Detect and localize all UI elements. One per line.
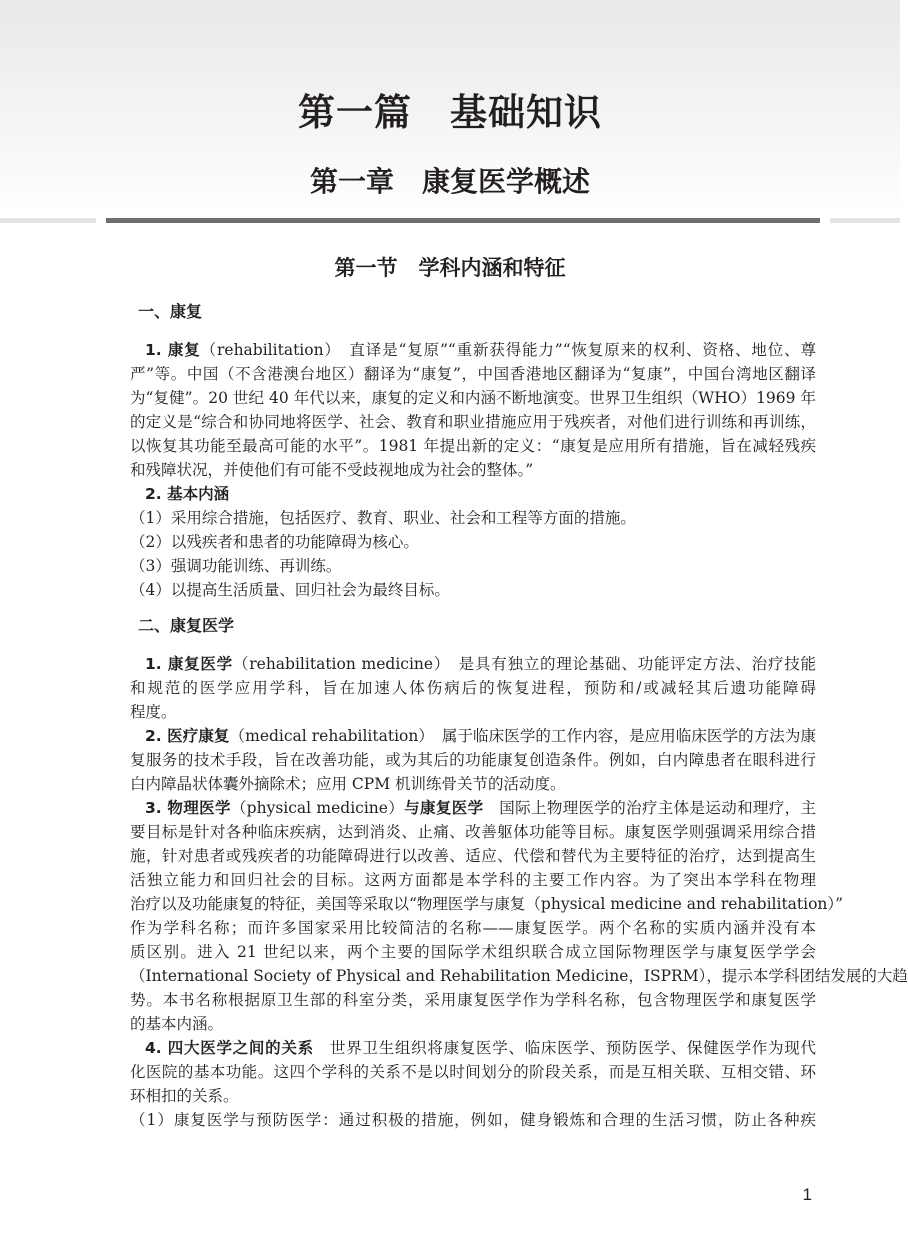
text-line: 以恢复其功能至最高可能的水平”。1981 年提出新的定义：“康复是应用所有措施，旨在减轻残疾: [130, 437, 816, 455]
text-line: [130, 338, 816, 362]
text-line: 活独立能力和回归社会的目标。这两方面都是本学科的主要工作内容。为了突出本学科在物理: [130, 871, 816, 889]
text-line: [130, 796, 816, 820]
part-title: 第一篇 基础知识: [298, 90, 602, 134]
text-line: 势。本书名称根据原卫生部的科室分类，采用康复医学作为学科名称，包含物理医学和康复医学: [130, 991, 816, 1009]
chapter-divider: [106, 218, 820, 223]
text-line: [130, 482, 816, 506]
text-line: [130, 652, 816, 676]
line-text: 国际上物理医学的治疗主体是运动和理疗，主: [483, 799, 816, 817]
subsection-heading: 一、康复: [138, 302, 203, 321]
text-line: 质区别。进入 21 世纪以来，两个主要的国际学术组织联合成立国际物理医学与康复医学学会: [130, 943, 816, 961]
text-line: 复服务的技术手段，旨在改善功能，或为其后的功能康复创造条件。例如，白内障患者在眼科进行: [130, 751, 816, 769]
paragraph-lead: 1. 康复医学: [145, 655, 233, 673]
text-line: [130, 724, 816, 748]
list-item: [130, 530, 816, 554]
section-title: 第一节 学科内涵和特征: [334, 255, 566, 280]
line-text: （rehabilitation） 直译是“复原”“重新获得能力”“恢复原来的权利、资格、地位、尊: [200, 341, 816, 359]
paragraph-lead: 3. 物理医学: [145, 799, 231, 817]
text-line: 化医院的基本功能。这四个学科的关系不是以时间划分的阶段关系，而是互相关联、互相交错、环: [130, 1063, 816, 1081]
line-text: 世界卫生组织将康复医学、临床医学、预防医学、保健医学作为现代: [313, 1039, 816, 1057]
paragraph: [130, 1036, 816, 1108]
chapter-title: 第一章 康复医学概述: [309, 165, 590, 198]
text-line: 要目标是针对各种临床疾病，达到消炎、止痛、改善躯体功能等目标。康复医学则强调采用综合措: [130, 823, 816, 841]
text-line: 施，针对患者或残疾者的功能障碍进行以改善、适应、代偿和替代为主要特征的治疗，达到提高生: [130, 847, 816, 865]
text-line: （2）以残疾者和患者的功能障碍为核心。: [130, 533, 419, 551]
text-line: 环相扣的关系。: [130, 1087, 239, 1105]
subsection-heading: 二、康复医学: [138, 616, 235, 635]
page-number: 1: [802, 1185, 812, 1204]
list-item: [130, 506, 816, 530]
paragraph: [130, 724, 816, 796]
text-line: （1）康复医学与预防医学：通过积极的措施，例如，健身锻炼和合理的生活习惯，防止各种疾: [130, 1111, 816, 1129]
paragraph: [130, 338, 816, 482]
text-line: 和残障状况，并使他们有可能不受歧视地成为社会的整体。”: [130, 461, 534, 479]
text-line: （4）以提高生活质量、回归社会为最终目标。: [130, 581, 450, 599]
paragraph-lead: 2. 基本内涵: [145, 485, 230, 503]
text-line: 程度。: [130, 703, 177, 721]
paragraph-lead: 4. 四大医学之间的关系: [145, 1039, 314, 1057]
paragraph-lead: 与康复医学: [404, 799, 484, 817]
text-line: （1）采用综合措施，包括医疗、教育、职业、社会和工程等方面的措施。: [130, 509, 636, 527]
paragraph: [130, 796, 908, 1036]
text-line: 严”等。中国（不含港澳台地区）翻译为“康复”，中国香港地区翻译为“复康”，中国台湾地区翻译: [130, 365, 816, 383]
list-item: [130, 554, 816, 578]
line-text: （medical rehabilitation） 属于临床医学的工作内容，是应用临床医学的方法为康: [229, 727, 816, 745]
paragraph-lead: 2. 医疗康复: [145, 727, 230, 745]
text-line: 的基本内涵。: [130, 1015, 224, 1033]
list-item: [130, 578, 816, 602]
text-line: 的定义是“综合和协同地将医学、社会、教育和职业措施应用于残疾者，对他们进行训练和再训练，: [130, 413, 816, 431]
text-line: 治疗以及功能康复的特征，美国等采取以“物理医学与康复（physical medicine and rehabilitation）”: [130, 895, 844, 913]
line-text: （physical medicine）: [230, 799, 405, 817]
list-item: [130, 1108, 816, 1132]
paragraph: [130, 482, 816, 506]
line-text: （rehabilitation medicine） 是具有独立的理论基础、功能评定方法、治疗技能: [232, 655, 816, 673]
paragraph-lead: 1. 康复: [145, 341, 201, 359]
text-line: 和规范的医学应用学科，旨在加速人体伤病后的恢复进程，预防和/或减轻其后遗功能障碍: [130, 679, 816, 697]
divider-left: [0, 218, 96, 223]
divider-right: [830, 218, 900, 223]
text-line: （International Society of Physical and Rehabilitation Medicine，ISPRM），提示本学科团结发展的大趋: [130, 967, 908, 985]
paragraph: [130, 652, 816, 724]
text-line: 为“复健”。20 世纪 40 年代以来，康复的定义和内涵不断地演变。世界卫生组织（WHO）1969 年: [130, 389, 816, 407]
body-text: [130, 300, 908, 1132]
text-line: 作为学科名称；而许多国家采用比较简洁的名称——康复医学。两个名称的实质内涵并没有本: [130, 919, 816, 937]
text-line: 白内障晶状体囊外摘除术；应用 CPM 机训练骨关节的活动度。: [130, 775, 566, 793]
text-line: [130, 1036, 816, 1060]
text-line: （3）强调功能训练、再训练。: [130, 557, 342, 575]
